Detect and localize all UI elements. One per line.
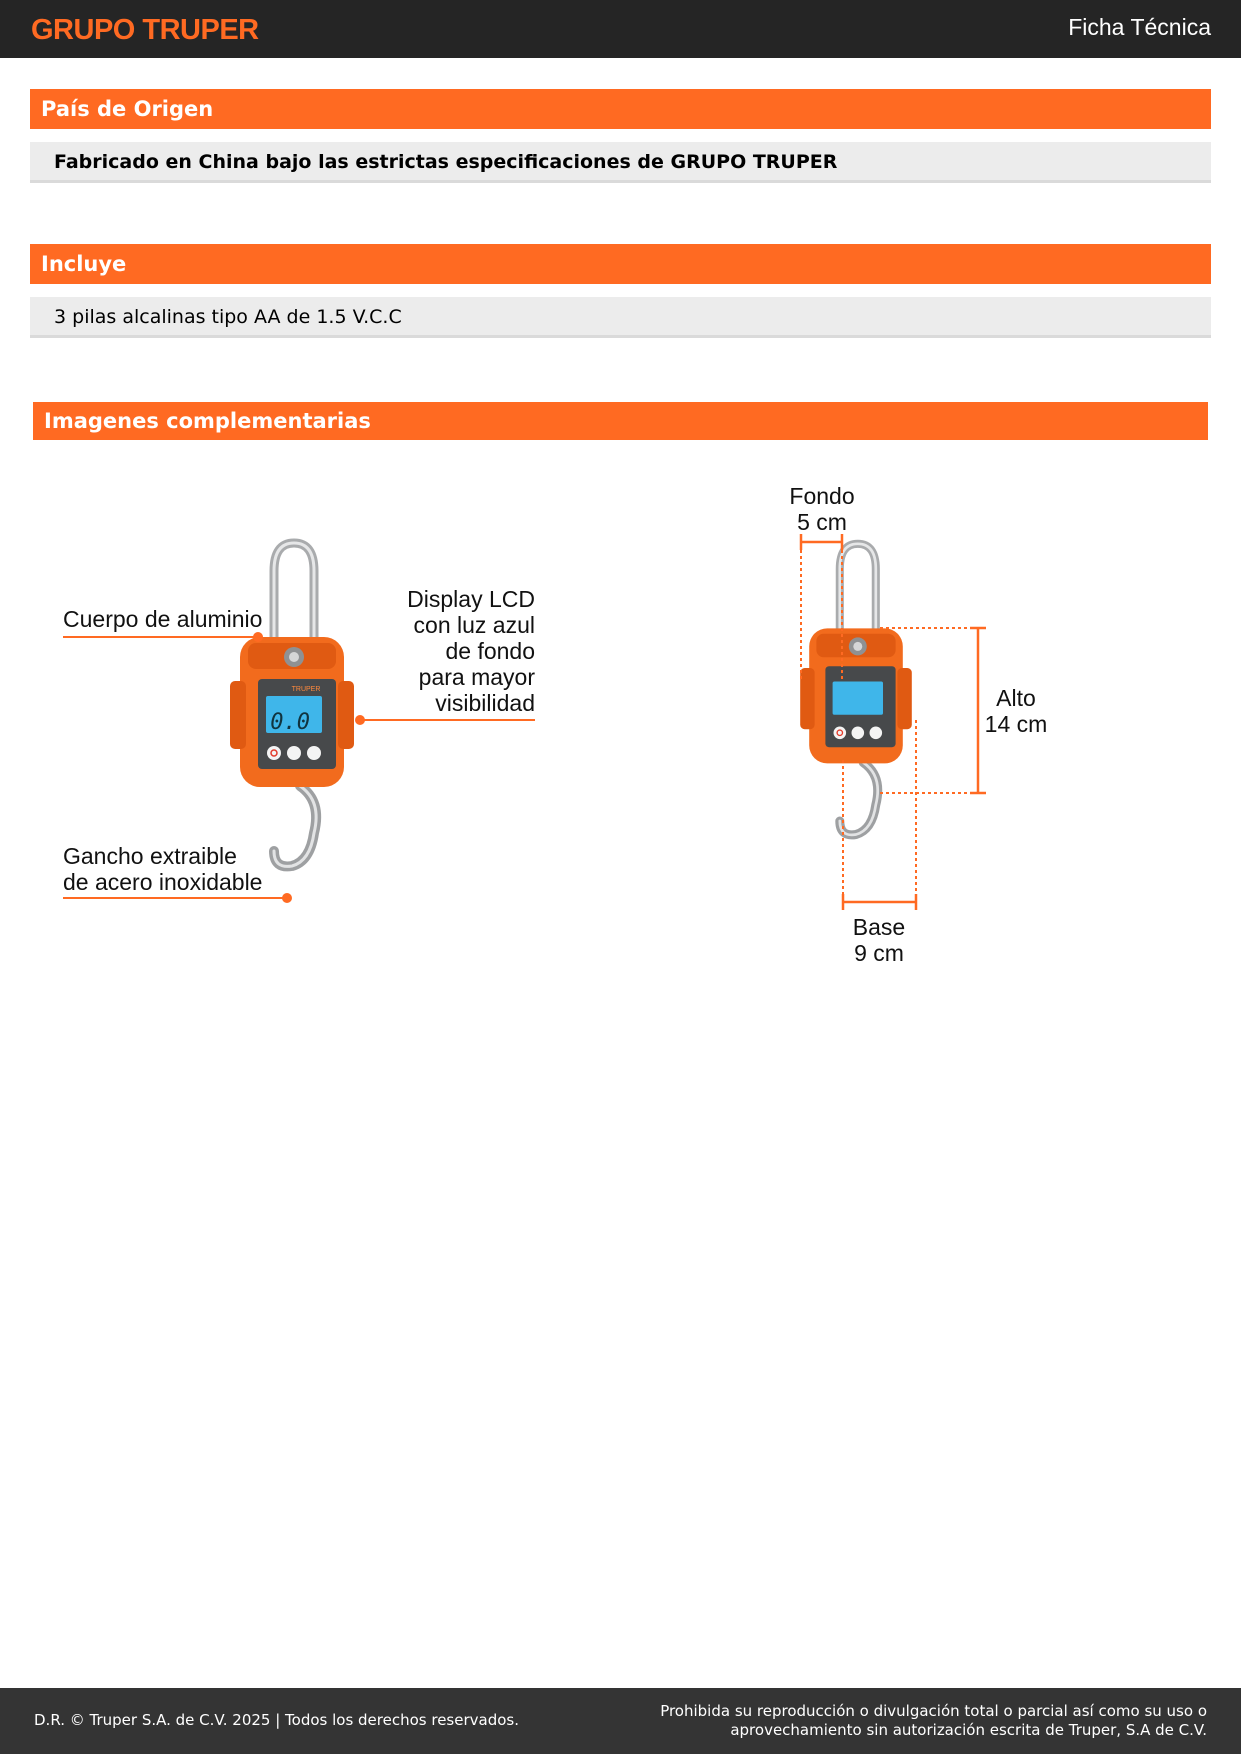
brand-logo: GRUPO TRUPER [31,14,259,46]
callout-display-1: Display LCD [407,586,535,612]
device-brand-text: TRUPER [291,686,321,693]
footer-copyright: D.R. © Truper S.A. de C.V. 2025 | Todos los derechos reservados. [34,1711,519,1729]
images-heading: Imagenes complementarias [33,402,1208,440]
callout-hook-2: de acero inoxidable [63,869,263,895]
callout-display-2: con luz azul [413,612,535,638]
footer-legal-line-1: Prohibida su reproducción o divulgación total o parcial así como su uso o [660,1702,1207,1720]
depth-label-1: Fondo [789,483,855,509]
header-bar [0,0,1241,58]
scale-device-right [800,544,912,835]
footer-legal [660,1702,1207,1740]
base-label-1: Base [852,914,906,940]
display-reading: 0.0 [270,710,310,735]
origin-heading: País de Origen [30,89,1211,129]
document-title: Ficha Técnica [1068,14,1211,40]
origin-text: Fabricado en China bajo las estrictas especificaciones de GRUPO TRUPER [30,142,1211,183]
footer-legal-line-2: aprovechamiento sin autorización escrita de Truper, S.A de C.V. [730,1721,1207,1739]
includes-heading: Incluye [30,244,1211,284]
callout-body: Cuerpo de aluminio [63,606,263,632]
callout-display-3: de fondo [445,638,535,664]
depth-label-2: 5 cm [797,509,847,535]
callout-hook-1: Gancho extraible [63,843,237,869]
base-label-2: 9 cm [854,940,904,966]
callout-display-5: visibilidad [435,690,535,716]
height-label-1: Alto [996,685,1036,711]
callout-display-4: para mayor [418,664,535,690]
product-figures [0,470,1241,990]
footer-bar [0,1688,1241,1754]
scale-device-left [230,543,354,866]
includes-text: 3 pilas alcalinas tipo AA de 1.5 V.C.C [30,297,1211,338]
height-label-2: 14 cm [984,711,1048,737]
